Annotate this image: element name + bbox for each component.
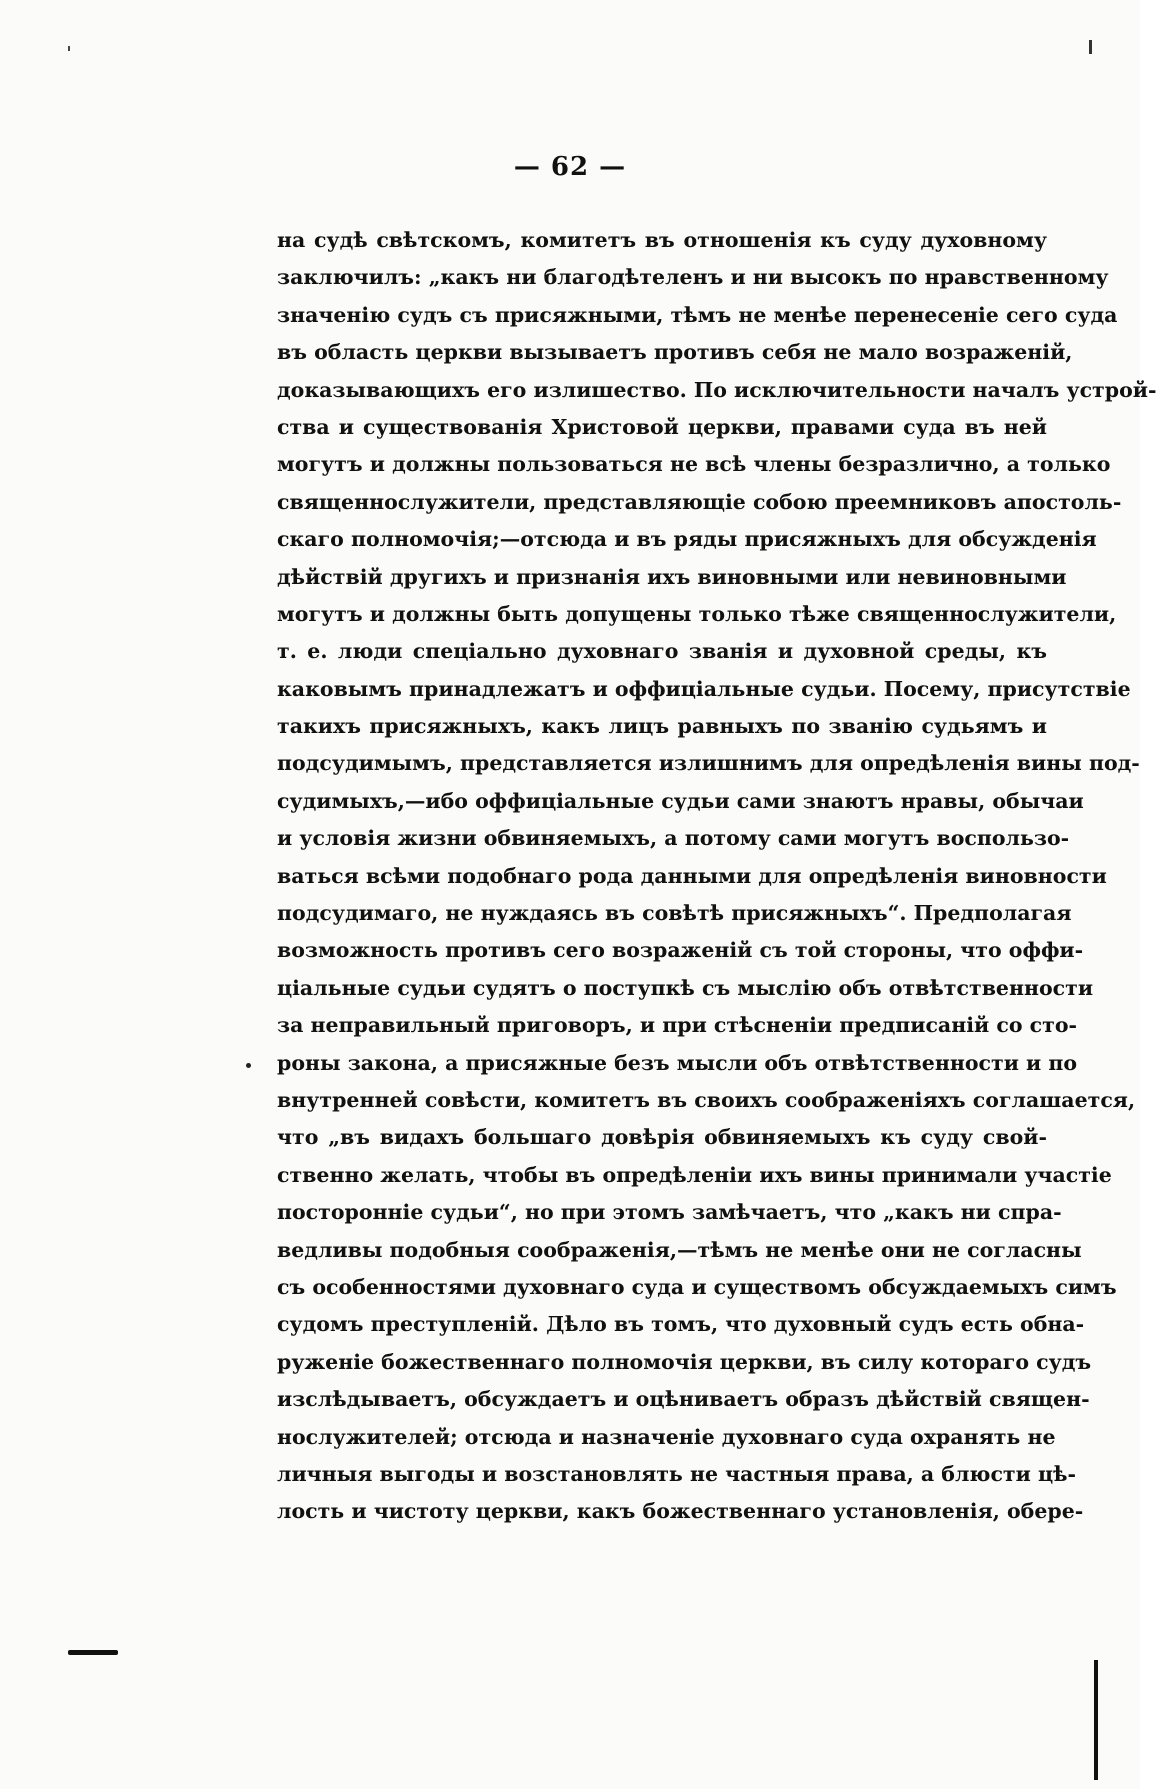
text-line: и условія жизни обвиняемыхъ, а потому сами могутъ воспользо- [277,826,1070,851]
text-line: за неправильный приговоръ, и при стѣсненіи предписаній со сто- [277,1013,1078,1038]
text-line: возможность противъ сего возраженій съ той стороны, что оффи- [277,938,1084,963]
text-line: роны закона, а присяжные безъ мысли объ отвѣтственности и по [277,1050,1078,1075]
text-line: судимыхъ,—ибо оффиціальные судьи сами знаютъ нравы, обычаи [277,788,1084,813]
text-line: дѣйствій другихъ и признанія ихъ виновными или невиновными [277,564,1067,589]
text-line: подсудимаго, не нуждаясь въ совѣтѣ присяжныхъ“. Предполагая [277,901,1072,926]
text-line: нослужителей; отсюда и назначеніе духовнаго суда охранять не [277,1424,1056,1449]
text-line: подсудимымъ, представляется излишнимъ для опредѣленія вины под- [277,751,1140,776]
page-edge-mark [1094,1660,1098,1780]
text-line: т. е. люди спеціально духовнаго званія и духовной среды, къ [277,639,1047,664]
text-line: внутренней совѣсти, комитетъ въ своихъ соображеніяхъ соглашается, [277,1087,1136,1112]
text-line: посторонніе судьи“, но при этомъ замѣчаетъ, что „какъ ни спра- [277,1200,1062,1225]
scan-edge-mark [1089,40,1092,54]
text-line: ства и существованія Христовой церкви, правами суда въ ней [277,414,1047,439]
text-line: ціальные судьи судятъ о поступкѣ съ мыслію объ отвѣтственности [277,975,1094,1000]
text-line: судомъ преступленій. Дѣло въ томъ, что духовный судъ есть обна- [277,1312,1085,1337]
text-line: въ область церкви вызываетъ противъ себя не мало возраженій, [277,340,1073,365]
body-text [277,222,1156,1531]
text-line: каковымъ принадлежатъ и оффиціальные судьи. Посему, присутствіе [277,676,1131,701]
text-line: что „въ видахъ большаго довѣрія обвиняемыхъ къ суду свой- [277,1125,1047,1150]
text-line: личныя выгоды и возстановлять не частныя права, а блюсти цѣ- [277,1461,1077,1486]
text-line: руженіе божественнаго полномочія церкви, въ силу котораго судъ [277,1349,1092,1374]
text-line: могутъ и должны пользоваться не всѣ члены безразлично, а только [277,452,1111,477]
text-line: ваться всѣми подобнаго рода данными для опредѣленія виновности [277,863,1107,888]
page-number: — 62 — [513,152,627,182]
text-line: на судѣ свѣтскомъ, комитетъ въ отношенія къ суду духовному [277,228,1047,252]
text-line: ственно желать, чтобы въ опредѣленіи ихъ вины принимали участіе [277,1162,1112,1187]
text-line: ведливы подобныя соображенія,—тѣмъ не менѣе они не согласны [277,1237,1082,1262]
text-line: заключилъ: „какъ ни благодѣтеленъ и ни высокъ по нравственному [277,265,1109,290]
text-line: такихъ присяжныхъ, какъ лицъ равныхъ по званію судьямъ и [277,714,1047,739]
margin-dot [246,1063,251,1068]
text-line: могутъ и должны быть допущены только тѣже священнослужители, [277,601,1117,626]
text-line: значенію судъ съ присяжными, тѣмъ не менѣе перенесеніе сего суда [277,302,1118,327]
text-line: доказывающихъ его излишество. По исключительности началъ устрой- [277,377,1156,402]
margin-mark [68,1650,118,1655]
text-line: лость и чистоту церкви, какъ божественнаго установленія, обере- [277,1499,1084,1524]
text-line: скаго полномочія;—отсюда и въ ряды присяжныхъ для обсужденія [277,527,1097,552]
text-line: съ особенностями духовнаго суда и существомъ обсуждаемыхъ симъ [277,1274,1117,1299]
scan-mark [68,46,70,51]
text-line: священнослужители, представляющіе собою преемниковъ апостоль- [277,489,1122,514]
text-line: изслѣдываетъ, обсуждаетъ и оцѣниваетъ образъ дѣйствій священ- [277,1387,1090,1412]
